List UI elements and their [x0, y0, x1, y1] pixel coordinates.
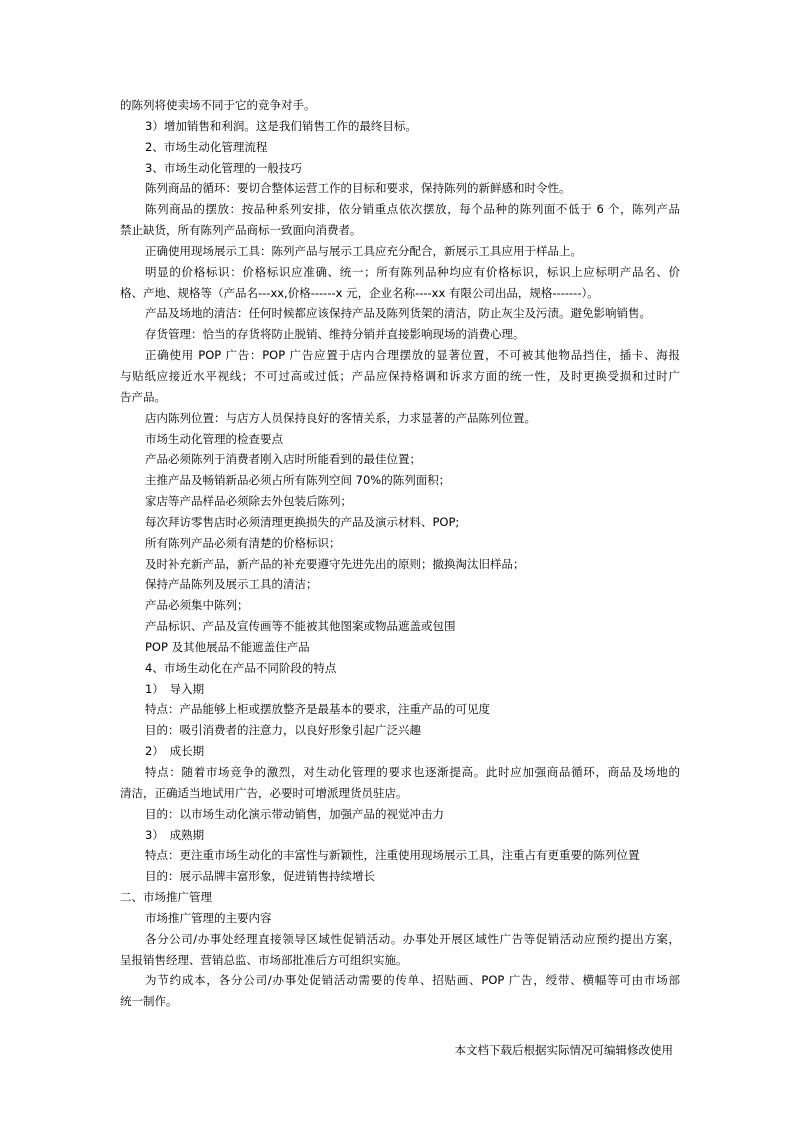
document-body — [120, 95, 680, 1012]
text-line: 1） 导入期 — [145, 681, 205, 696]
text-line: 目的：以市场生动化演示带动销售，加强产品的视觉冲击力 — [145, 806, 444, 821]
text-line: 4、市场生动化在产品不同阶段的特点 — [145, 660, 337, 675]
text-line: 为节约成本，各分公司/办事处促销活动需要的传单、招贴画、POP 广告，绶带、横幅等可由市场部 — [145, 973, 680, 988]
text-line: 的陈列将使卖场不同于它的竞争对手。 — [120, 98, 316, 112]
text-line: 3、市场生动化管理的一般技巧 — [145, 160, 302, 175]
text-line: 特点：产品能够上柜或摆放整齐是最基本的要求，注重产品的可见度 — [145, 702, 490, 717]
text-line: 2、市场生动化管理流程 — [145, 139, 268, 154]
text-line: 禁止缺货，所有陈列产品商标一致面向消费者。 — [120, 223, 362, 238]
text-line: 产品必须陈列于消费者刚入店时所能看到的最佳位置； — [145, 452, 421, 467]
text-line: 每次拜访零售店时必须清理更换损失的产品及演示材料、POP; — [145, 514, 460, 529]
text-line: 各分公司/办事处经理直接领导区域性促销活动。办事处开展区域性广告等促销活动应预约提出方案， — [145, 931, 680, 946]
text-line: 所有陈列产品必须有清楚的价格标识； — [145, 535, 341, 550]
text-line: 产品必须集中陈列； — [145, 598, 249, 613]
text-line: 2） 成长期 — [145, 744, 205, 759]
text-line: 特点：随着市场竞争的激烈，对生动化管理的要求也逐渐提高。此时应加强商品循环，商品及场地的 — [145, 765, 680, 779]
text-line: 告产品。 — [120, 389, 166, 404]
text-line: 二、市场推广管理 — [120, 890, 212, 905]
text-line: 呈报销售经理、营销总监、市场部批准后方可组织实施。 — [120, 952, 408, 967]
text-line: 市场生动化管理的检查要点 — [145, 431, 283, 446]
text-line: 统一制作。 — [120, 994, 178, 1009]
text-line: 产品及场地的清洁：任何时候都应该保持产品及陈列货架的清洁，防止灰尘及污渍。避免影响销售。 — [145, 306, 651, 321]
text-line: 格、产地、规格等（产品名---xx,价格------x 元，企业名称----xx 有限公司出品，规格-------）。 — [120, 285, 599, 300]
text-line: 保持产品陈列及展示工具的清洁； — [145, 577, 318, 592]
text-line: POP 及其他展品不能遮盖住产品 — [145, 639, 310, 654]
text-line: 正确使用现场展示工具：陈列产品与展示工具应充分配合，新展示工具应用于样品上。 — [145, 243, 582, 258]
text-line: 存货管理：恰当的存货将防止脱销、维持分销并直接影响现场的消费心理。 — [145, 327, 525, 342]
text-line: 主推产品及畅销新品必须占所有陈列空间 70%的陈列面积； — [145, 473, 451, 488]
text-line: 陈列商品的摆放：按品种系列安排，依分销重点依次摆放，每个品种的陈列面不低于 6 个，陈列产品 — [145, 202, 680, 217]
text-line: 与贴纸应接近水平视线；不可过高或过低；产品应保持格调和诉求方面的统一性，及时更换受损和过时广 — [120, 368, 680, 383]
text-line: 清洁，正确适当地试用广告，必要时可增派理货员驻店。 — [120, 785, 408, 800]
text-line: 及时补充新产品，新产品的补充要遵守先进先出的原则；撤换淘汰旧样品； — [145, 556, 525, 571]
text-line: 陈列商品的循环：要切合整体运营工作的目标和要求，保持陈列的新鲜感和时令性。 — [145, 181, 571, 196]
text-line: 明显的价格标识：价格标识应准确、统一；所有陈列品种均应有价格标识，标识上应标明产品名、价 — [145, 264, 680, 279]
text-line: 家店等产品样品必须除去外包装后陈列； — [145, 494, 352, 509]
text-line: 店内陈列位置：与店方人员保持良好的客情关系，力求显著的产品陈列位置。 — [145, 410, 536, 425]
text-line: 3）增加销售和利润。这是我们销售工作的最终目标。 — [145, 118, 417, 133]
text-line: 正确使用 POP 广告：POP 广告应置于店内合理摆放的显著位置，不可被其他物品挡住，插卡、海报 — [145, 348, 680, 363]
text-line: 特点：更注重市场生动化的丰富性与新颖性，注重使用现场展示工具，注重占有更重要的陈列位置 — [145, 848, 640, 863]
footer-note: 本文档下载后根据实际情况可编辑修改使用 — [454, 1043, 673, 1057]
text-line: 市场推广管理的主要内容 — [145, 910, 272, 925]
text-line: 产品标识、产品及宣传画等不能被其他图案或物品遮盖或包围 — [145, 619, 456, 634]
text-line: 3） 成熟期 — [145, 827, 205, 842]
text-line: 目的：吸引消费者的注意力，以良好形象引起广泛兴趣 — [145, 723, 421, 738]
text-line: 目的：展示品牌丰富形象，促进销售持续增长 — [145, 869, 375, 884]
